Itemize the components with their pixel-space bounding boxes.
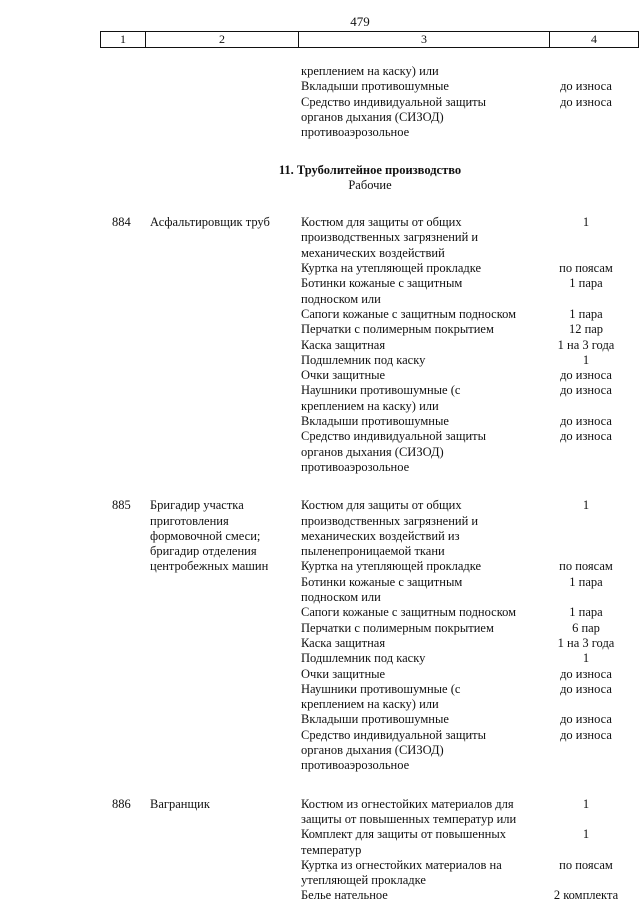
ppe-item-quantity: 12 пар: [568, 322, 604, 337]
ppe-item-quantity: 1 на 3 года: [557, 337, 615, 352]
ppe-item-text: Каска защитная: [301, 635, 386, 650]
ppe-item-quantity: по поясам: [559, 261, 613, 275]
ppe-item-quantity: 1: [582, 215, 590, 230]
ppe-item-text: Средство индивидуальной защиты: [301, 727, 487, 742]
ppe-item-text: Костюм из огнестойких материалов для: [301, 796, 514, 811]
ppe-item-text: Вкладыши противошумные: [301, 414, 449, 428]
ppe-item-quantity: 1: [582, 796, 590, 811]
section-title: 11. Труболитейное производство: [278, 162, 462, 177]
ppe-item-quantity: 2 комплекта: [553, 888, 619, 903]
job-title: Вагранщик: [150, 796, 210, 811]
ppe-item-text: Перчатки с полимерным покрытием: [301, 322, 494, 337]
ppe-item-quantity: 1: [582, 827, 590, 842]
ppe-item-quantity: 1 пара: [569, 276, 603, 291]
ppe-item-text: Костюм для защиты от общих: [301, 215, 462, 230]
ppe-item-text: креплением на каску) или: [301, 398, 439, 413]
page-number: 479: [350, 14, 370, 29]
ppe-item-text: Белье нательное: [301, 888, 388, 903]
ppe-item-text: Куртка на утепляющей прокладке: [301, 559, 482, 574]
job-title: приготовления: [150, 513, 229, 528]
ppe-item-text: Наушники противошумные (с: [301, 383, 461, 398]
ppe-item-text: производственных загрязнений и: [301, 230, 479, 245]
ppe-item-text: механических воздействий: [301, 245, 445, 260]
ppe-item-text: Средство индивидуальной защиты: [301, 429, 487, 444]
ppe-item-text: Костюм для защиты от общих: [301, 498, 462, 513]
ppe-item-text: подноском или: [301, 291, 381, 306]
ppe-item-text: Наушники противошумные (с: [301, 681, 461, 696]
ppe-item-text: пыленепроницаемой ткани: [301, 544, 445, 559]
ppe-item-quantity: 1 пара: [569, 605, 603, 620]
ppe-item-text: Перчатки с полимерным покрытием: [301, 620, 494, 635]
ppe-item-text: креплением на каску) или: [301, 64, 439, 78]
job-title: формовочной смеси;: [150, 528, 261, 543]
ppe-item-quantity: до износа: [560, 429, 612, 444]
ppe-item-text: подноском или: [301, 590, 381, 604]
ppe-item-text: Вкладыши противошумные: [301, 79, 449, 94]
ppe-item-text: Ботинки кожаные с защитным: [301, 574, 463, 589]
ppe-item-quantity: до износа: [560, 94, 612, 109]
entry-number: 885: [112, 498, 131, 513]
job-title: Бригадир участка: [150, 498, 244, 513]
entry-number: 884: [112, 215, 131, 230]
ppe-item-text: Каска защитная: [301, 337, 386, 352]
ppe-item-text: противоаэрозольное: [301, 758, 410, 773]
ppe-item-text: креплением на каску) или: [301, 697, 439, 712]
ppe-item-quantity: до износа: [560, 681, 612, 696]
ppe-item-text: Очки защитные: [301, 368, 386, 383]
ppe-item-text: Очки защитные: [301, 666, 386, 681]
ppe-item-text: Сапоги кожаные с защитным подноском: [301, 605, 517, 620]
ppe-item-quantity: до износа: [560, 712, 612, 727]
ppe-item-text: Комплект для защиты от повышенных: [301, 827, 506, 842]
ppe-item-quantity: 1 на 3 года: [557, 635, 615, 650]
ppe-item-quantity: до износа: [560, 79, 612, 94]
ppe-item-quantity: 1 пара: [569, 306, 603, 321]
ppe-item-text: Сапоги кожаные с защитным подноском: [301, 306, 517, 321]
ppe-item-text: противоаэрозольное: [301, 459, 410, 474]
ppe-item-text: Вкладыши противошумные: [301, 712, 449, 727]
header-col-1: 1: [101, 32, 146, 47]
ppe-item-quantity: до износа: [560, 727, 612, 742]
job-title: бригадир отделения: [150, 544, 257, 559]
entry-number: 886: [112, 796, 131, 811]
ppe-item-text: органов дыхания (СИЗОД): [301, 444, 444, 459]
header-col-4: 4: [591, 32, 597, 46]
ppe-item-quantity: 1 пара: [569, 574, 603, 589]
ppe-item-quantity: 1: [582, 651, 590, 666]
ppe-item-text: органов дыхания (СИЗОД): [301, 109, 444, 124]
ppe-item-text: Подшлемник под каску: [301, 352, 426, 367]
ppe-item-text: Средство индивидуальной защиты: [301, 94, 487, 109]
ppe-item-text: Подшлемник под каску: [301, 651, 426, 666]
ppe-item-text: Куртка из огнестойких материалов на: [301, 857, 502, 872]
ppe-item-quantity: по поясам: [559, 559, 613, 574]
ppe-item-quantity: по поясам: [559, 857, 613, 872]
ppe-item-text: температур: [301, 842, 362, 857]
ppe-item-quantity: до износа: [560, 414, 612, 428]
ppe-item-quantity: до износа: [560, 368, 612, 383]
ppe-item-quantity: 1: [582, 352, 590, 367]
header-col-3: 3: [299, 32, 550, 47]
ppe-item-quantity: до износа: [560, 666, 612, 681]
ppe-item-text: Ботинки кожаные с защитным: [301, 276, 463, 291]
ppe-item-text: органов дыхания (СИЗОД): [301, 743, 444, 757]
header-col-2: 2: [146, 32, 299, 47]
section-subtitle: Рабочие: [348, 177, 392, 192]
ppe-item-quantity: 6 пар: [572, 620, 600, 635]
ppe-item-text: утепляющей прокладке: [301, 873, 426, 888]
ppe-item-text: производственных загрязнений и: [301, 513, 479, 528]
job-title: центробежных машин: [150, 559, 269, 574]
ppe-item-text: механических воздействий из: [301, 528, 460, 543]
table-header-row: [100, 31, 639, 48]
ppe-item-text: защиты от повышенных температур или: [301, 811, 517, 826]
ppe-item-quantity: до износа: [560, 383, 612, 398]
ppe-item-text: противоаэрозольное: [301, 125, 410, 140]
ppe-item-text: Куртка на утепляющей прокладке: [301, 261, 482, 275]
ppe-item-quantity: 1: [582, 498, 590, 513]
job-title: Асфальтировщик труб: [150, 215, 270, 230]
